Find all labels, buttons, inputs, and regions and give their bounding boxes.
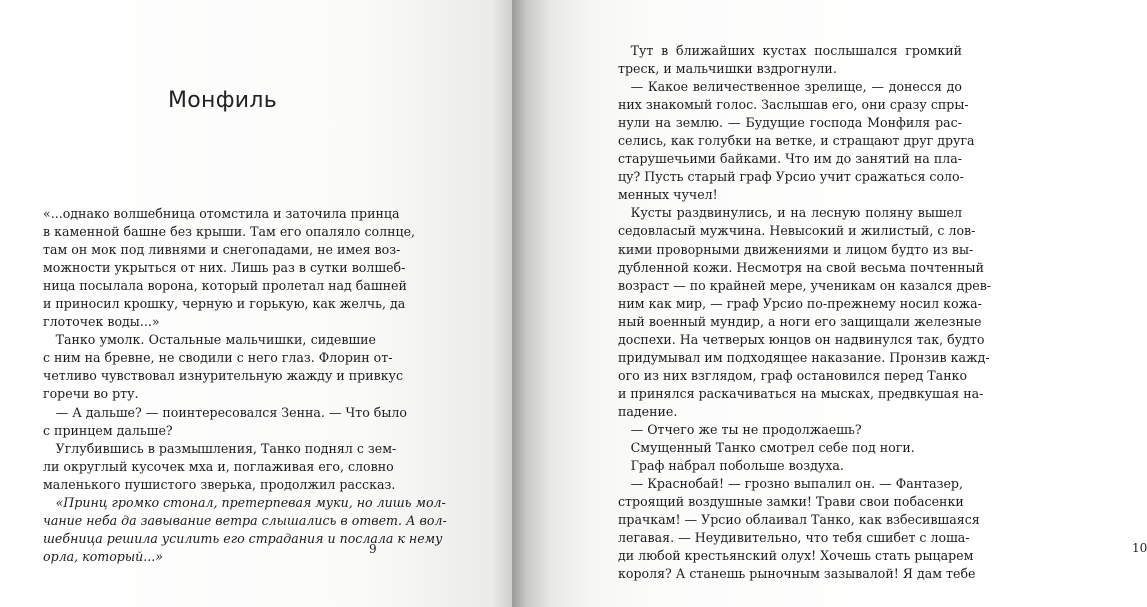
text-line: орла, который...» — [43, 548, 163, 564]
text-line: ница посылала ворона, который пролетал над башней — [43, 278, 407, 294]
text-line: Кусты раздвинулись, и на лесную поляну вышел — [618, 205, 962, 221]
text-line: глоточек воды...» — [43, 314, 160, 330]
text-line: «...однако волшебница отомстила и заточила принца — [43, 206, 400, 221]
right-page-text — [618, 42, 992, 583]
text-line: — Отчего же ты не продолжаешь? — [618, 421, 862, 437]
text-line: ди любой крестьянский олух! Хочешь стать рыцарем — [618, 548, 974, 564]
text-line: — Какое величественное зрелище, — донесся до — [618, 79, 962, 95]
text-line: треск, и мальчишки вздрогнули. — [618, 61, 837, 77]
text-line: — Краснобай! — грозно выпалил он. — Фантазер, — [618, 476, 963, 492]
text-line: селись, как голубки на ветке, и стращают друг друга — [618, 133, 975, 149]
text-line: возраст — по крайней мере, ученикам он казался древ- — [618, 277, 992, 293]
text-line: и приносил крошку, черную и горькую, как желчь, да — [43, 296, 406, 312]
text-line: короля? А станешь рыночным зазывалой! Я дам тебе — [618, 566, 976, 582]
text-line: ого из них взглядом, граф остановился перед Танко — [618, 367, 968, 383]
left-page-text — [43, 205, 447, 566]
text-line: кими проворными движениями и лицом будто из вы- — [618, 241, 974, 257]
page-number-right: 10 — [1132, 541, 1147, 555]
text-line: них знакомый голос. Заслышав его, они сразу спры- — [618, 97, 969, 113]
right-page — [512, 0, 1147, 607]
text-line: Танко умолк. Остальные мальчишки, сидевшие — [43, 332, 376, 348]
text-line: доспехи. На четверых юнцов он надвинулся так, будто — [618, 331, 985, 347]
text-line: в каменной башне без крыши. Там его опаляло солнце, — [43, 224, 416, 240]
page-number-left: 9 — [369, 542, 377, 556]
left-page — [0, 0, 512, 607]
text-line: с ним на бревне, не сводили с него глаз. Флорин от- — [43, 350, 393, 366]
text-line: четливо чувствовал изнурительную жажду и привкус — [43, 368, 404, 384]
text-line: старушечьими байками. Что им до занятий на пла- — [618, 151, 962, 167]
text-line: и принялся раскачиваться на мысках, предвкушая на- — [618, 385, 984, 401]
text-line: легавая. — Неудивительно, что тебя сшибет с лоша- — [618, 530, 970, 546]
text-line: горечи во рту. — [43, 386, 139, 402]
text-line: «Принц громко стонал, претерпевая муки, но лишь мол- — [43, 494, 446, 510]
text-line: с принцем дальше? — [43, 422, 173, 438]
text-line: Смущенный Танко смотрел себе под ноги. — [618, 440, 915, 456]
text-line: чание неба да завывание ветра слышались в ответ. А вол- — [43, 512, 447, 528]
text-line: дубленной кожи. Несмотря на свой весьма почтенный — [618, 259, 984, 275]
text-line: Углубившись в размышления, Танко поднял с зем- — [43, 440, 397, 456]
text-line: цу? Пусть старый граф Урсио учит сражаться соло- — [618, 169, 964, 185]
text-line: нули на землю. — Будущие господа Монфиля рас- — [618, 115, 962, 131]
text-line: Граф набрал побольше воздуха. — [618, 458, 844, 474]
chapter-title: Монфиль — [167, 88, 278, 113]
text-line: строящий воздушные замки! Трави свои побасенки — [618, 494, 964, 510]
text-line: там он мок под ливнями и снегопадами, не имея воз- — [43, 242, 401, 258]
text-line: прачкам! — Урсио облаивал Танко, как взбесившаяся — [618, 512, 980, 528]
text-line: седовласый мужчина. Невысокий и жилистый, с лов- — [618, 223, 976, 239]
text-line: придумывал им подходящее наказание. Пронзив кажд- — [618, 349, 990, 365]
text-line: Тут в ближайших кустах послышался громкий — [618, 43, 962, 58]
text-line: ный военный мундир, а ноги его защищали железные — [618, 313, 982, 329]
text-line: маленького пушистого зверька, продолжил рассказ. — [43, 476, 396, 492]
text-line: менных чучел! — [618, 187, 718, 203]
text-line: падение. — [618, 403, 678, 419]
text-line: можности укрыться от них. Лишь раз в сутки волшеб- — [43, 260, 406, 276]
text-line: шебница решила усилить его страдания и послала к нему — [43, 530, 443, 546]
text-line: — А дальше? — поинтересовался Зенна. — Что было — [43, 404, 407, 420]
text-line: ним как мир, — граф Урсио по-прежнему носил кожа- — [618, 295, 982, 311]
text-line: ли округлый кусочек мха и, поглаживая его, словно — [43, 458, 394, 474]
